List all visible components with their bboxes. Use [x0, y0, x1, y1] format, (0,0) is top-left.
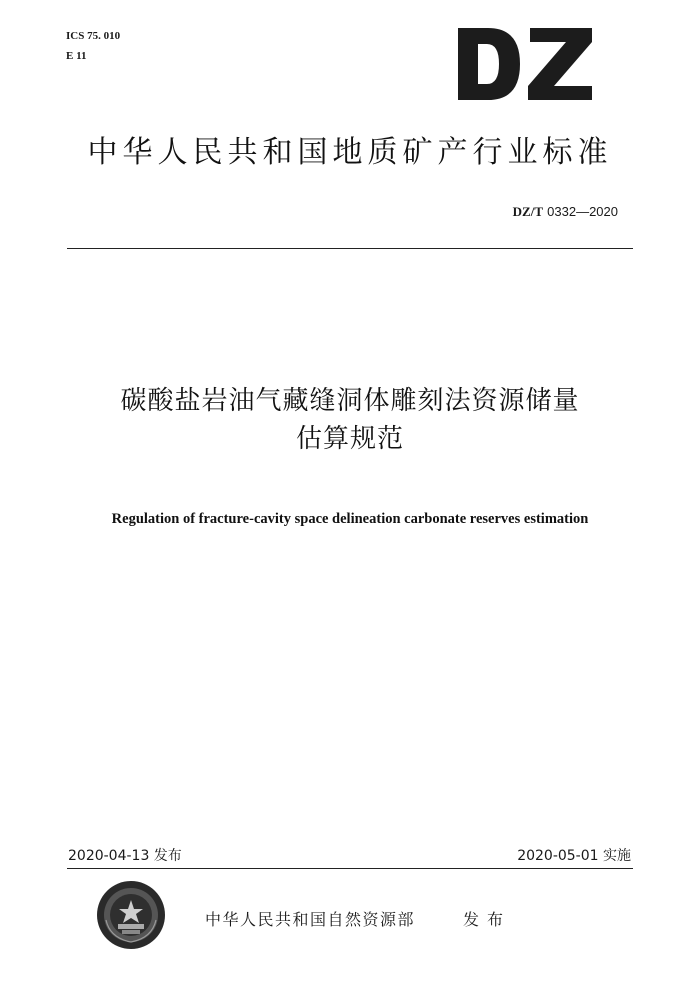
ccs-code: E 11	[66, 50, 87, 62]
chinese-title	[0, 382, 700, 458]
effective-date: 2020-05-01 实施	[517, 848, 631, 864]
standard-category-title: 中华人民共和国地质矿产行业标准	[87, 135, 613, 170]
footer-divider	[67, 868, 633, 869]
chinese-title-line1: 碳酸盐岩油气藏缝洞体雕刻法资源储量	[120, 386, 580, 416]
ics-code: ICS 75. 010	[66, 30, 121, 42]
dz-logo-mark	[458, 28, 592, 100]
english-title: Regulation of fracture-cavity space delineation carbonate reserves estimation	[111, 511, 589, 527]
chinese-title-line2: 估算规范	[295, 424, 404, 454]
issue-label: 发布	[463, 910, 512, 929]
publish-date: 2020-04-13 发布	[68, 848, 182, 864]
national-emblem-icon	[96, 880, 166, 950]
dz-logo	[458, 28, 592, 100]
header-divider	[67, 248, 633, 249]
standard-number-value: 0332—2020	[547, 204, 618, 219]
standard-code: DZ/T	[512, 204, 544, 219]
standard-number	[513, 204, 618, 221]
issuer-name: 中华人民共和国自然资源部	[205, 910, 416, 929]
